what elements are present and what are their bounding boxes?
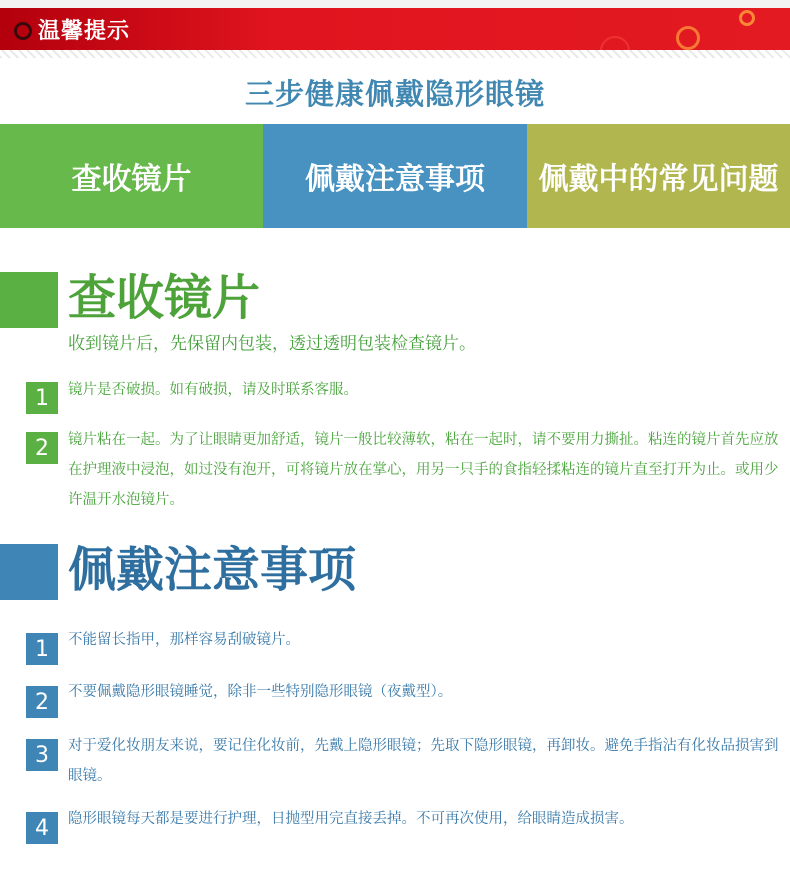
decor-circle-icon (600, 36, 630, 50)
section-intro: 收到镜片后，先保留内包装，透过透明包装检查镜片。 (68, 334, 476, 354)
section-title-wearing-notes: 佩戴注意事项 (68, 542, 357, 598)
section-marker (0, 272, 58, 328)
divider-stripe (0, 50, 790, 58)
step-number: 1 (26, 633, 58, 665)
section-marker (0, 544, 58, 600)
step-number: 1 (26, 382, 58, 414)
step-number: 2 (26, 686, 58, 718)
circle-icon (14, 22, 32, 40)
page-title: 三步健康佩戴隐形眼镜 (244, 77, 545, 111)
step-number: 2 (26, 432, 58, 464)
tab-wearing-notes[interactable]: 佩戴注意事项 (263, 124, 527, 228)
header-title: 温馨提示 (38, 19, 131, 44)
step-number: 4 (26, 812, 58, 844)
step-number: 3 (26, 739, 58, 771)
tab-common-problems[interactable]: 佩戴中的常见问题 (527, 124, 790, 228)
section-title-check-lenses: 查收镜片 (68, 270, 261, 326)
list-item-text: 不能留长指甲，那样容易刮破镜片。 (68, 632, 300, 648)
tab-check-lenses[interactable]: 查收镜片 (0, 124, 263, 228)
list-item-text: 镜片是否破损。如有破损，请及时联系客服。 (68, 382, 358, 398)
decor-circle-icon (676, 26, 700, 50)
tab-bar (0, 124, 790, 228)
decor-circle-icon (739, 10, 755, 26)
top-strip (0, 0, 790, 8)
list-item-text: 不要佩戴隐形眼镜睡觉，除非一些特别隐形眼镜（夜戴型）。 (68, 684, 453, 700)
list-item-text: 对于爱化妆朋友来说，要记住化妆前，先戴上隐形眼镜；先取下隐形眼镜，再卸妆。避免手指沾有化妆品损害到眼镜。 (68, 738, 779, 784)
header-banner (0, 8, 790, 50)
list-item-text: 隐形眼镜每天都是要进行护理，日抛型用完直接丢掉。不可再次使用，给眼睛造成损害。 (68, 811, 634, 827)
list-item-text: 镜片粘在一起。为了让眼睛更加舒适，镜片一般比较薄软，粘在一起时，请不要用力撕扯。粘连的镜片首先应放在护理液中浸泡，如过没有泡开，可将镜片放在掌心，用另一只手的食指轻揉粘连的镜片直至打开为止。或用少许温开水泡镜片。 (68, 432, 779, 508)
